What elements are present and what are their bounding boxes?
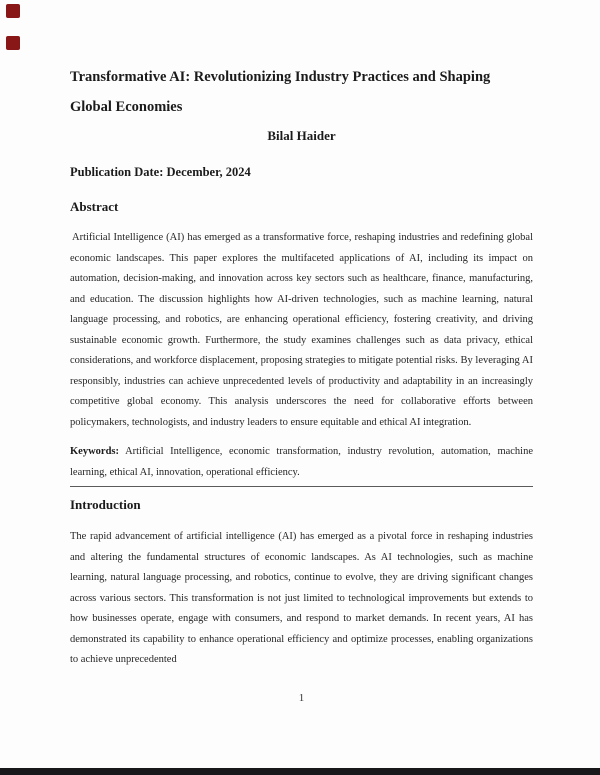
author-name: Bilal Haider (267, 128, 336, 143)
red-square-marker-icon (6, 36, 20, 50)
red-square-marker-icon (6, 4, 20, 18)
document-content (70, 0, 533, 708)
abstract-heading: Abstract (70, 199, 119, 214)
paper-title-line-2: Global Economies (70, 99, 183, 115)
section-divider (70, 486, 533, 487)
bottom-edge-bar (0, 768, 600, 775)
abstract-text: Artificial Intelligence (AI) has emerged as a transformative force, reshaping industries and redefining global economic landscapes. This paper explores the multifaceted applications of AI, including its impact on automation, decision-making, and innovation across key sectors such as healthcare, finance, manufacturing, and education. The discussion highlights how AI-driven technologies, such as machine learning, natural language processing, and robotics, are enhancing operational efficiency, fostering creativity, and driving sustainable economic growth. Furthermore, the study examines challenges such as data privacy, ethical considerations, and workforce displacement, proposing strategies to mitigate potential risks. By leveraging AI responsibly, industries can achieve unprecedented levels of productivity and adaptability in an increasingly competitive global economy. This analysis underscores the need for collaborative efforts between policymakers, technologists, and industry leaders to ensure equitable and ethical AI integration. (70, 232, 533, 428)
keywords (70, 442, 533, 483)
page-number: 1 (298, 691, 305, 704)
introduction-heading: Introduction (70, 497, 141, 512)
paper-title-line-1: Transformative AI: Revolutionizing Industry Practices and Shaping (70, 69, 491, 85)
introduction-text: The rapid advancement of artificial intelligence (AI) has emerged as a pivotal force in reshaping industries and altering the fundamental structures of economic landscapes. As AI technologies, such as machine learning, natural language processing, and robotics, continue to evolve, they are driving significant changes across various sectors. This transformation is not just limited to technological improvements but extends to how businesses operate, engage with consumers, and respond to market demands. In recent years, AI has demonstrated its capability to enhance operational efficiency and optimize processes, enabling organizations to achieve unprecedented (70, 531, 533, 665)
keywords-text: Artificial Intelligence, economic transformation, industry revolution, automation, machine learning, ethical AI, innovation, operational efficiency. (70, 446, 534, 478)
publication-date: Publication Date: December, 2024 (70, 165, 251, 179)
keywords-label: Keywords: (70, 446, 119, 457)
paper-title (70, 62, 533, 122)
